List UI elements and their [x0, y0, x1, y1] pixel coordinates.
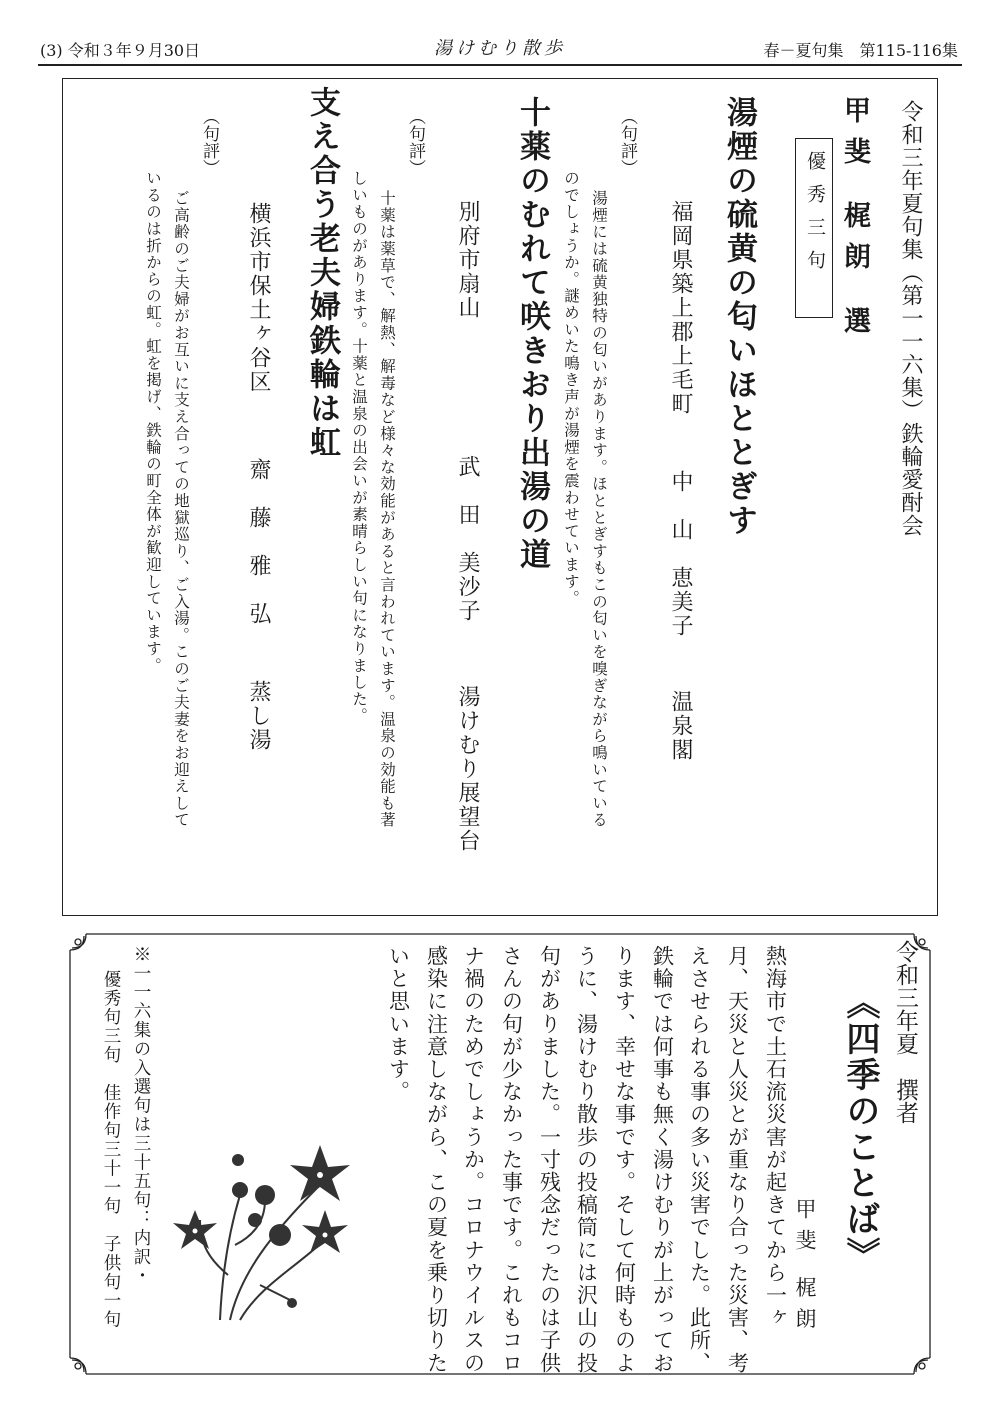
- haiku-2-comment-label: （句評）: [405, 108, 425, 176]
- collection-title: 令和三年夏句集（第一一六集）鉄輪愛酎会: [898, 100, 923, 537]
- haiku-2-comment-line-2: しいものがあります。十薬と温泉の出会いが素晴らしい句になりました。: [350, 170, 368, 725]
- header-rule: [38, 64, 962, 66]
- essay-line-5: ります、幸せな事です。そして何時ものよ: [612, 945, 637, 1375]
- column-author: 甲斐 梶朗: [793, 1198, 817, 1339]
- haiku-1: 湯煙の硫黄の匂いほととぎす: [721, 96, 757, 538]
- essay-line-1: 熱海市で土石流災害が起きてから一ヶ: [763, 945, 788, 1330]
- header-issue: 春－夏句集 第115-116集: [763, 41, 958, 60]
- haiku-3-comment-line-2: いるのは折からの虹。虹を掲げ、鉄輪の町全体が歓迎しています。: [144, 170, 162, 674]
- column-heading: 《四季のことば》: [840, 985, 880, 1273]
- haiku-3-comment-line-1: ご高齢のご夫婦がお互いに支え合っての地獄巡り、ご入湯。このご夫妻をお迎えして: [172, 190, 190, 829]
- note-line-1: ※一一六集の入選句は三十五句：内訳・: [131, 945, 151, 1286]
- essay-line-10: 感染に注意しながら、この夏を乗り切りた: [424, 945, 449, 1375]
- haiku-2-location: 別府市扇山: [455, 200, 480, 320]
- haiku-3: 支え合う老夫婦鉄輪は虹: [304, 86, 340, 460]
- column-title: 令和三年夏 撰者: [892, 940, 918, 1124]
- haiku-3-comment-label: （句評）: [199, 108, 219, 176]
- haiku-2: 十薬のむれて咲きおり出湯の道: [514, 96, 550, 572]
- haiku-2-comment-line-1: 十薬は薬草で、解熱、解毒など様々な効能があると言われています。温泉の効能も著: [378, 190, 396, 829]
- header-publication-title: 湯けむり散歩: [434, 38, 566, 59]
- haiku-1-author: 中 山 恵美子: [668, 470, 693, 638]
- essay-line-6: うに、湯けむり散歩の投稿筒には沢山の投: [574, 945, 599, 1375]
- selector-name: 甲斐 梶朗 選: [839, 96, 870, 348]
- haiku-1-comment-line-1: 湯煙には硫黄独特の匂いがあります。ほととぎすもこの匂いを嗅ぎながら鳴いている: [590, 190, 608, 829]
- essay-line-11: いと思います。: [386, 945, 411, 1104]
- note-line-2: 優秀句三句 佳作句三十一句 子供句一句: [101, 970, 121, 1330]
- essay-line-4: 鉄輪では何事も無く湯けむりが上がってお: [650, 945, 675, 1375]
- haiku-1-tag: 温泉閣: [668, 690, 693, 762]
- essay-line-8: さんの句が少なかった事です。これもコロ: [499, 945, 524, 1375]
- essay-line-9: ナ禍のためでしょうか。コロナウイルスの: [461, 945, 486, 1375]
- haiku-1-comment-label: （句評）: [617, 108, 637, 176]
- award-badge: [795, 138, 833, 318]
- essay-line-3: えさせられる事の多い災害でした。此所、: [687, 945, 712, 1375]
- essay-line-2: 月、天災と人災とが重なり合った災害、考: [725, 945, 750, 1375]
- haiku-3-location: 横浜市保土ヶ谷区: [246, 202, 271, 394]
- header-page-date: (3) 令和３年９月30日: [40, 41, 201, 60]
- bellflower-icon: [160, 1125, 360, 1325]
- award-label: 優秀三句: [804, 151, 826, 283]
- haiku-1-location: 福岡県築上郡上毛町: [668, 200, 693, 416]
- haiku-2-author: 武 田 美沙子: [455, 455, 480, 623]
- haiku-1-comment-line-2: のでしょうか。謎めいた鳴き声が湯煙を震わせています。: [562, 170, 580, 607]
- essay-line-7: 句がありました。一寸残念だったのは子供: [537, 945, 562, 1375]
- haiku-2-tag: 湯けむり展望台: [455, 685, 480, 853]
- haiku-3-author: 齋 藤 雅 弘: [246, 458, 271, 626]
- haiku-3-tag: 蒸し湯: [246, 680, 271, 752]
